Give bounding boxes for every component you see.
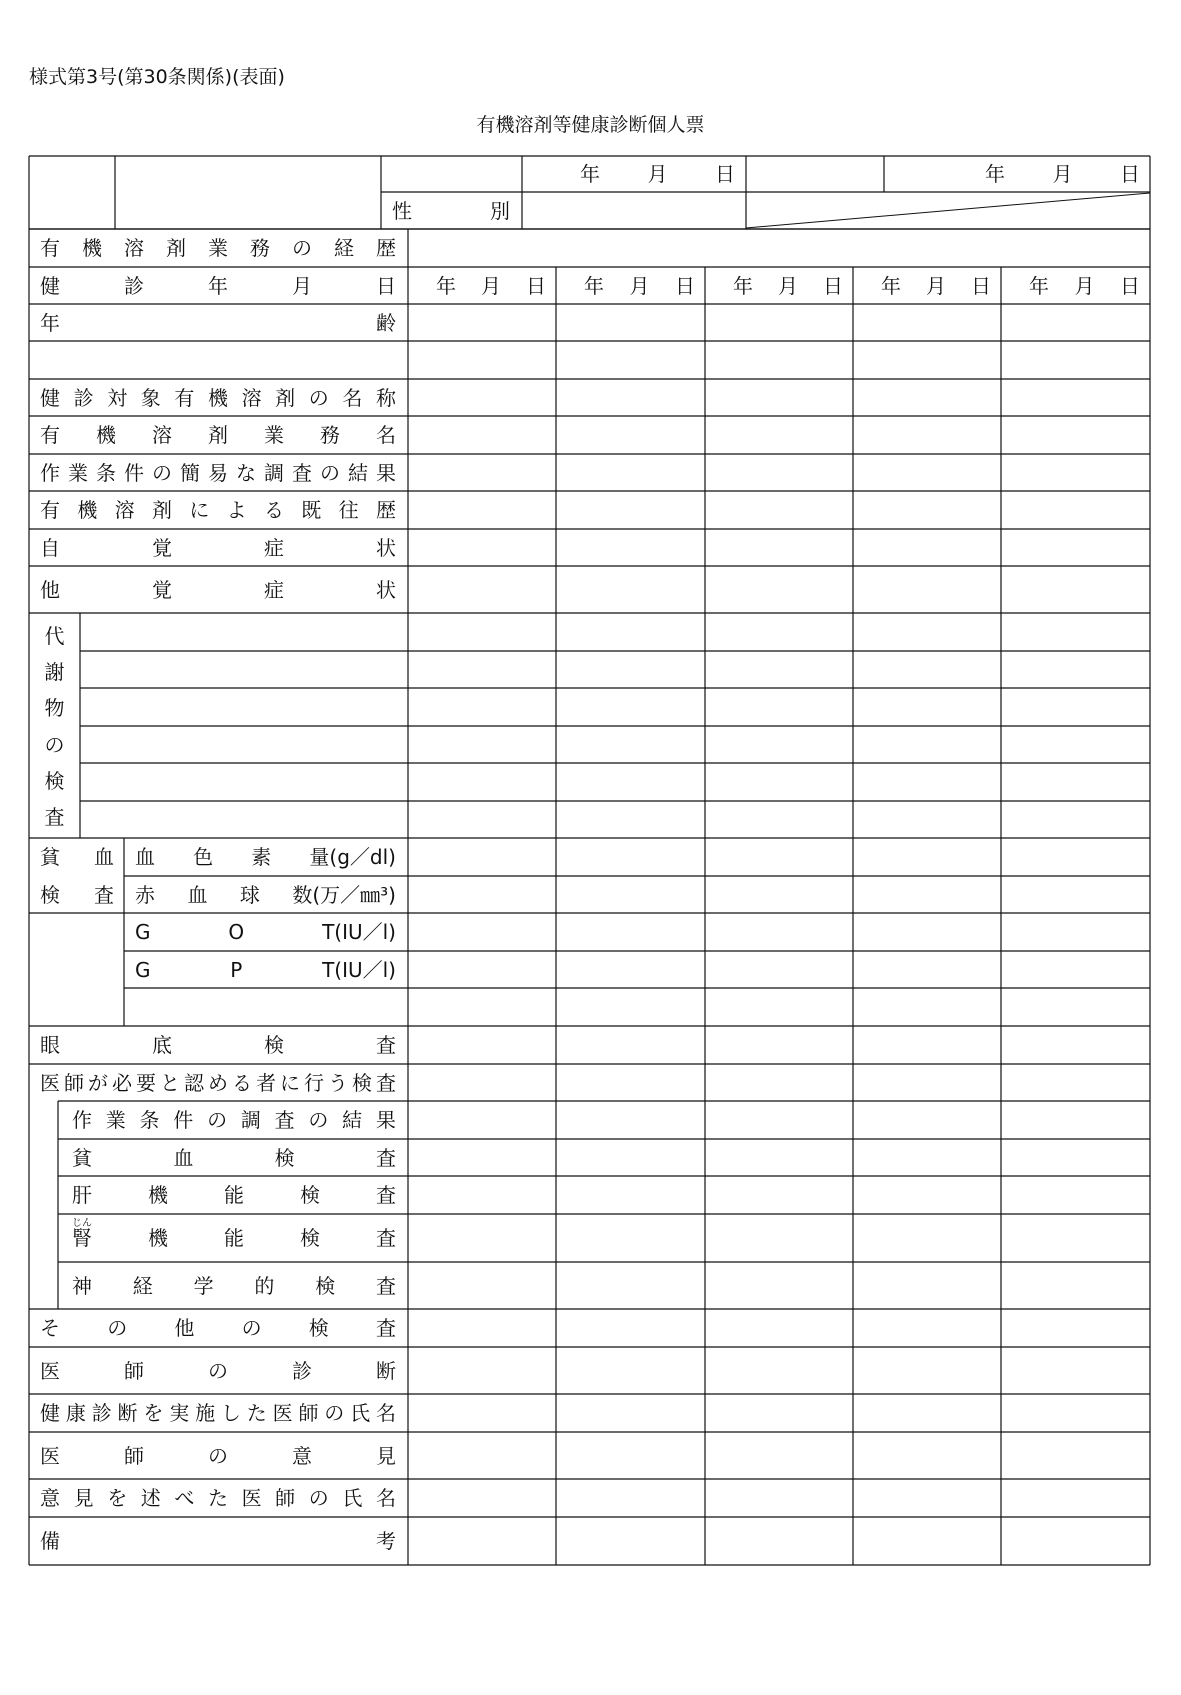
row-work-name-char: 溶 bbox=[152, 423, 172, 447]
row-history-char: 溶 bbox=[124, 236, 144, 260]
row-rbc-part: 赤 bbox=[135, 882, 155, 907]
row-hemoglobin-part: 素 bbox=[251, 845, 272, 869]
row-sub-condition-char: 結 bbox=[342, 1108, 363, 1132]
exam-date-cell-part: 月 bbox=[1074, 273, 1095, 298]
sex-label-part: 性 bbox=[392, 198, 412, 223]
row-objective-part: 覚 bbox=[152, 577, 172, 602]
hire-date-value-part: 日 bbox=[1120, 162, 1140, 186]
row-objective-part: 状 bbox=[376, 577, 396, 602]
row-past-history-char: 溶 bbox=[114, 498, 135, 522]
row-rbc-part: 血 bbox=[187, 882, 208, 907]
row-sub-condition-char: 作 bbox=[72, 1108, 92, 1132]
metabolite-paren bbox=[320, 688, 398, 726]
row-doctor-required-char: に bbox=[280, 1070, 300, 1095]
row-subjective-part: 症 bbox=[264, 535, 284, 560]
row-opinion-doctor-char: 述 bbox=[140, 1486, 161, 1510]
row-sub-anemia-part: 血 bbox=[173, 1145, 194, 1170]
row-fundus bbox=[40, 1026, 396, 1064]
age-cell bbox=[1011, 304, 1140, 341]
row-doctor-required-char: 者 bbox=[256, 1070, 276, 1095]
row-age-part: 年 bbox=[40, 310, 60, 335]
row-history-char: 業 bbox=[208, 236, 228, 260]
row-subjective bbox=[40, 529, 396, 566]
row-hemoglobin bbox=[135, 838, 396, 876]
row-diagnosis-part: 師 bbox=[124, 1358, 144, 1383]
row-fundus-part: 底 bbox=[152, 1033, 172, 1057]
row-sub-condition-char: の bbox=[308, 1108, 329, 1132]
row-sub-condition-char: 業 bbox=[105, 1108, 126, 1132]
row-solvent-name-char: 機 bbox=[207, 385, 228, 410]
exam-date-cell-part: 月 bbox=[778, 273, 798, 298]
exam-date-cell-part: 年 bbox=[436, 273, 456, 298]
exam-date-cell-part: 日 bbox=[675, 273, 695, 298]
row-condition-survey bbox=[40, 454, 396, 491]
sex-label-part: 別 bbox=[490, 198, 510, 223]
row-diagnosis-part: 診 bbox=[292, 1358, 312, 1383]
row-gpt-part: P bbox=[230, 957, 243, 982]
anemia-label-bottom bbox=[40, 876, 114, 913]
age-cell bbox=[566, 304, 695, 341]
row-sub-condition-char: 件 bbox=[173, 1108, 194, 1132]
row-work-name bbox=[40, 416, 396, 454]
row-doctor-required-char: 医 bbox=[40, 1070, 60, 1095]
sex-label bbox=[392, 192, 510, 229]
row-condition-survey-char: 調 bbox=[264, 460, 284, 485]
row-sub-neuro-part: 的 bbox=[254, 1273, 275, 1298]
row-past-history-char: 往 bbox=[338, 498, 359, 522]
row-exam-doctor-char: 氏 bbox=[350, 1401, 371, 1425]
row-exam-doctor-char: 断 bbox=[117, 1401, 138, 1425]
row-history-char: 剤 bbox=[166, 236, 186, 260]
exam-date-cell-part: 日 bbox=[526, 273, 546, 298]
anemia-label-char: 査 bbox=[94, 882, 114, 907]
liver-label-top bbox=[40, 920, 120, 960]
row-opinion bbox=[40, 1432, 396, 1479]
row-doctor-required-char: 認 bbox=[184, 1070, 204, 1095]
exam-date-cell bbox=[584, 267, 695, 304]
exam-date-cell bbox=[1029, 267, 1140, 304]
hire-date-value bbox=[985, 156, 1140, 192]
row-sub-kidney-part: 腎 bbox=[72, 1226, 92, 1250]
row-diagnosis-part: の bbox=[208, 1358, 228, 1383]
row-condition-survey-char: 結 bbox=[348, 460, 368, 485]
exam-date-cell-part: 日 bbox=[971, 273, 991, 298]
form-title: 有機溶剤等健康診断個人票 bbox=[476, 114, 705, 136]
metabolite-label-char: の bbox=[44, 732, 65, 757]
row-opinion-doctor-char: 氏 bbox=[342, 1486, 363, 1510]
row-condition-survey-char: 果 bbox=[376, 460, 396, 485]
row-opinion-part: 医 bbox=[40, 1443, 60, 1468]
row-other-tests-part: 査 bbox=[375, 1316, 396, 1340]
metabolite-label-char: 物 bbox=[44, 696, 65, 721]
row-sub-anemia-part: 検 bbox=[274, 1145, 295, 1170]
birth-date-value-part: 日 bbox=[715, 162, 735, 186]
row-exam-doctor-char: の bbox=[324, 1401, 345, 1425]
row-sub-kidney-part: 検 bbox=[300, 1226, 320, 1250]
row-condition-survey-char: 易 bbox=[208, 460, 228, 485]
row-condition-survey-char: 作 bbox=[40, 460, 60, 485]
row-sub-neuro-part: 神 bbox=[72, 1273, 92, 1298]
row-doctor-required-char: う bbox=[328, 1070, 348, 1095]
row-condition-survey-char: な bbox=[236, 460, 256, 485]
row-rbc-part: 数(万／㎜³) bbox=[292, 882, 396, 907]
row-remarks bbox=[40, 1517, 396, 1565]
row-fundus-part: 眼 bbox=[40, 1033, 60, 1057]
age-cell bbox=[418, 304, 546, 341]
row-other-tests-part: 検 bbox=[308, 1316, 329, 1340]
birth-label bbox=[392, 156, 512, 192]
row-sub-anemia bbox=[72, 1139, 396, 1176]
row-sub-condition-char: の bbox=[207, 1108, 228, 1132]
row-exam-doctor-char: 名 bbox=[375, 1401, 396, 1425]
row-condition-survey-char: 業 bbox=[68, 460, 88, 485]
row-solvent-name-char: 有 bbox=[174, 385, 195, 410]
row-sub-condition-char: 果 bbox=[375, 1108, 396, 1132]
exam-date-cell bbox=[733, 267, 843, 304]
row-work-name-char: 名 bbox=[376, 423, 396, 447]
row-sub-liver-part: 検 bbox=[300, 1183, 320, 1207]
row-remarks-part: 備 bbox=[40, 1529, 60, 1553]
birth-date-value-part: 月 bbox=[647, 162, 668, 186]
row-sub-neuro bbox=[72, 1262, 396, 1309]
row-solvent-name-char: 溶 bbox=[241, 385, 262, 410]
metabolite-label bbox=[29, 620, 80, 830]
metabolite-paren bbox=[320, 613, 398, 651]
exam-date-cell-part: 年 bbox=[733, 273, 753, 298]
row-opinion-doctor-char: 師 bbox=[275, 1486, 296, 1510]
row-condition-survey-char: 査 bbox=[292, 460, 312, 485]
row-opinion-doctor-char: た bbox=[207, 1486, 228, 1510]
age-cell bbox=[715, 304, 843, 341]
row-exam-date-part: 診 bbox=[124, 273, 144, 298]
sex-value bbox=[522, 192, 746, 229]
metabolite-label-char: 査 bbox=[44, 804, 65, 829]
row-sub-liver-part: 肝 bbox=[72, 1183, 92, 1207]
anemia-label-top bbox=[40, 838, 114, 875]
row-exam-doctor-char: 診 bbox=[91, 1401, 112, 1425]
row-age-part: 齢 bbox=[376, 310, 396, 335]
exam-date-cell-part: 日 bbox=[1120, 273, 1140, 298]
row-sub-condition bbox=[72, 1101, 396, 1139]
row-sub-kidney-part: 査 bbox=[376, 1226, 396, 1250]
row-sub-kidney-part: 能 bbox=[224, 1226, 244, 1250]
row-opinion-doctor-char: べ bbox=[174, 1486, 195, 1510]
row-got-part: T(IU／l) bbox=[322, 920, 396, 944]
row-opinion-doctor bbox=[40, 1479, 396, 1517]
row-history-char: 務 bbox=[250, 236, 270, 260]
row-gpt-part: T(IU／l) bbox=[322, 957, 396, 982]
row-past-history-char: 機 bbox=[77, 498, 98, 522]
row-doctor-required bbox=[40, 1064, 396, 1101]
row-hemoglobin-part: 量(g／dl) bbox=[309, 845, 396, 869]
row-hemoglobin-part: 血 bbox=[135, 845, 155, 869]
row-opinion-doctor-char: 医 bbox=[241, 1486, 262, 1510]
row-sub-liver-part: 機 bbox=[148, 1183, 168, 1207]
row-exam-doctor-char: 康 bbox=[65, 1401, 86, 1425]
row-condition-survey-char: 件 bbox=[124, 460, 144, 485]
name-label bbox=[42, 156, 112, 229]
row-solvent-name-char: 対 bbox=[107, 385, 128, 410]
row-opinion-doctor-char: 名 bbox=[375, 1486, 396, 1510]
row-sub-liver-part: 能 bbox=[224, 1183, 244, 1207]
row-solvent-name-char: の bbox=[308, 385, 329, 410]
row-exam-doctor-char: 実 bbox=[169, 1401, 190, 1425]
row-diagnosis-part: 断 bbox=[376, 1358, 396, 1383]
row-past-history-char: 既 bbox=[301, 498, 322, 522]
row-exam-doctor-char: 健 bbox=[40, 1401, 60, 1425]
row-exam-doctor-char: 師 bbox=[298, 1401, 319, 1425]
row-sub-neuro-part: 経 bbox=[132, 1273, 153, 1298]
row-opinion-doctor-char: の bbox=[308, 1486, 329, 1510]
exam-date-cell-part: 日 bbox=[823, 273, 843, 298]
anemia-label-char: 検 bbox=[40, 882, 60, 907]
row-exam-doctor-char: を bbox=[143, 1401, 164, 1425]
row-history-char: 機 bbox=[82, 236, 102, 260]
row-doctor-required-char: 行 bbox=[304, 1070, 324, 1095]
form-number: 様式第3号(第30条関係)(表面) bbox=[29, 66, 285, 88]
age-cell bbox=[863, 304, 991, 341]
row-past-history bbox=[40, 491, 396, 529]
row-objective bbox=[40, 566, 396, 613]
anemia-label-char: 貧 bbox=[40, 844, 60, 869]
exam-date-cell-part: 月 bbox=[629, 273, 650, 298]
row-exam-date-part: 健 bbox=[40, 273, 60, 298]
row-exam-doctor bbox=[40, 1394, 396, 1432]
row-past-history-char: よ bbox=[226, 498, 247, 522]
row-doctor-required-char: と bbox=[160, 1070, 180, 1095]
row-got bbox=[135, 913, 396, 951]
metabolite-paren bbox=[320, 651, 398, 688]
row-history-char: の bbox=[292, 236, 312, 260]
row-gpt-part: G bbox=[135, 957, 151, 982]
row-sub-condition-char: 調 bbox=[240, 1108, 261, 1132]
row-objective-part: 他 bbox=[40, 577, 60, 602]
row-work-name-char: 有 bbox=[40, 423, 60, 447]
row-subjective-part: 状 bbox=[376, 535, 396, 560]
row-opinion-part: の bbox=[208, 1443, 228, 1468]
row-exam-doctor-char: 医 bbox=[272, 1401, 293, 1425]
row-past-history-char: 有 bbox=[40, 498, 60, 522]
row-sub-condition-char: 査 bbox=[274, 1108, 295, 1132]
row-diagnosis-part: 医 bbox=[40, 1358, 60, 1383]
row-condition-survey-char: の bbox=[152, 460, 172, 485]
row-sub-liver-part: 査 bbox=[376, 1183, 396, 1207]
row-doctor-required-char: 査 bbox=[376, 1070, 396, 1095]
kidney-ruby: じん bbox=[72, 1218, 92, 1229]
row-subjective-part: 自 bbox=[40, 535, 60, 560]
row-history-char: 有 bbox=[40, 236, 60, 260]
birth-date-value bbox=[580, 156, 735, 192]
row-work-name-char: 剤 bbox=[208, 423, 228, 447]
row-solvent-name-char: 診 bbox=[73, 385, 94, 410]
exam-date-cell-part: 年 bbox=[881, 273, 901, 298]
row-history-char: 経 bbox=[334, 236, 354, 260]
row-solvent-name-char: 称 bbox=[375, 385, 396, 410]
row-type bbox=[40, 341, 396, 379]
row-solvent-name-char: 象 bbox=[140, 385, 161, 410]
row-work-name-char: 機 bbox=[96, 423, 116, 447]
row-condition-survey-char: の bbox=[320, 460, 340, 485]
row-doctor-required-char: が bbox=[88, 1070, 108, 1095]
row-sub-kidney bbox=[72, 1214, 396, 1262]
row-opinion-part: 師 bbox=[124, 1443, 144, 1468]
row-opinion-part: 意 bbox=[292, 1443, 312, 1468]
liver-label-bottom bbox=[40, 980, 120, 1020]
row-solvent-name-char: 名 bbox=[342, 385, 363, 410]
row-rbc-part: 球 bbox=[239, 882, 260, 907]
row-work-name-char: 業 bbox=[264, 423, 284, 447]
row-ggtp bbox=[135, 988, 396, 1026]
row-other-tests bbox=[40, 1309, 396, 1347]
row-solvent-name bbox=[40, 379, 396, 416]
row-sub-kidney-part: 機 bbox=[148, 1226, 168, 1250]
row-other-tests-part: の bbox=[241, 1316, 262, 1340]
row-sub-anemia-part: 貧 bbox=[72, 1145, 92, 1170]
row-rbc bbox=[135, 876, 396, 913]
row-doctor-required-char: 必 bbox=[112, 1070, 132, 1095]
row-condition-survey-char: 条 bbox=[96, 460, 116, 485]
row-past-history-char: に bbox=[189, 498, 210, 522]
row-sub-neuro-part: 学 bbox=[193, 1273, 214, 1298]
metabolite-label-char: 検 bbox=[44, 768, 65, 793]
row-doctor-required-char: 師 bbox=[64, 1070, 84, 1095]
row-sub-neuro-part: 検 bbox=[315, 1273, 336, 1298]
row-opinion-doctor-char: を bbox=[107, 1486, 128, 1510]
exam-date-cell-part: 年 bbox=[584, 273, 604, 298]
hire-label bbox=[758, 156, 878, 192]
exam-date-cell-part: 年 bbox=[1029, 273, 1049, 298]
row-exam-date bbox=[40, 267, 396, 304]
row-history-char: 歴 bbox=[376, 236, 396, 260]
metabolite-paren bbox=[320, 763, 398, 801]
row-got-part: O bbox=[228, 920, 245, 944]
anemia-label-char: 血 bbox=[94, 844, 114, 869]
row-objective-part: 症 bbox=[264, 577, 284, 602]
row-doctor-required-char: る bbox=[232, 1070, 252, 1095]
row-past-history-char: る bbox=[263, 498, 284, 522]
row-exam-date-part: 年 bbox=[208, 273, 228, 298]
row-hemoglobin-part: 色 bbox=[193, 845, 214, 869]
row-sub-anemia-part: 査 bbox=[375, 1145, 396, 1170]
exam-date-cell bbox=[436, 267, 546, 304]
row-exam-date-part: 月 bbox=[292, 273, 312, 298]
row-history bbox=[40, 229, 396, 267]
row-sub-liver bbox=[72, 1176, 396, 1214]
row-diagnosis bbox=[40, 1347, 396, 1394]
row-past-history-char: 歴 bbox=[375, 498, 396, 522]
row-work-name-char: 務 bbox=[320, 423, 340, 447]
row-doctor-required-char: 要 bbox=[136, 1070, 156, 1095]
row-solvent-name-char: 剤 bbox=[275, 385, 296, 410]
exam-date-cell-part: 月 bbox=[926, 273, 946, 298]
row-opinion-doctor-char: 見 bbox=[73, 1486, 94, 1510]
row-fundus-part: 査 bbox=[376, 1033, 396, 1057]
row-opinion-part: 見 bbox=[376, 1443, 396, 1468]
exam-date-cell bbox=[881, 267, 991, 304]
row-doctor-required-char: 検 bbox=[352, 1070, 372, 1095]
row-other-tests-part: そ bbox=[40, 1316, 60, 1340]
row-exam-doctor-char: た bbox=[246, 1401, 267, 1425]
hire-date-value-part: 年 bbox=[985, 162, 1005, 186]
row-doctor-required-char: め bbox=[208, 1070, 228, 1095]
row-other-tests-part: の bbox=[107, 1316, 128, 1340]
hire-date-value-part: 月 bbox=[1052, 162, 1073, 186]
row-subjective-part: 覚 bbox=[152, 535, 172, 560]
metabolite-paren bbox=[320, 801, 398, 838]
row-got-part: G bbox=[135, 920, 151, 944]
metabolite-paren bbox=[320, 726, 398, 763]
birth-date-value-part: 年 bbox=[580, 162, 600, 186]
row-gpt bbox=[135, 951, 396, 988]
row-age bbox=[40, 304, 396, 341]
exam-date-cell-part: 月 bbox=[481, 273, 501, 298]
row-past-history-char: 剤 bbox=[151, 498, 172, 522]
metabolite-label-char: 代 bbox=[44, 624, 65, 648]
row-fundus-part: 検 bbox=[264, 1033, 284, 1057]
metabolite-label-char: 謝 bbox=[44, 660, 65, 685]
row-exam-doctor-char: 施 bbox=[195, 1401, 216, 1425]
row-exam-doctor-char: し bbox=[220, 1401, 241, 1425]
row-remarks-part: 考 bbox=[376, 1529, 396, 1553]
row-opinion-doctor-char: 意 bbox=[40, 1486, 60, 1510]
row-solvent-name-char: 健 bbox=[40, 385, 60, 410]
row-sub-condition-char: 条 bbox=[139, 1108, 160, 1132]
row-other-tests-part: 他 bbox=[174, 1316, 195, 1340]
row-condition-survey-char: 簡 bbox=[180, 460, 200, 485]
row-sub-neuro-part: 査 bbox=[375, 1273, 396, 1298]
row-exam-date-part: 日 bbox=[376, 273, 396, 298]
